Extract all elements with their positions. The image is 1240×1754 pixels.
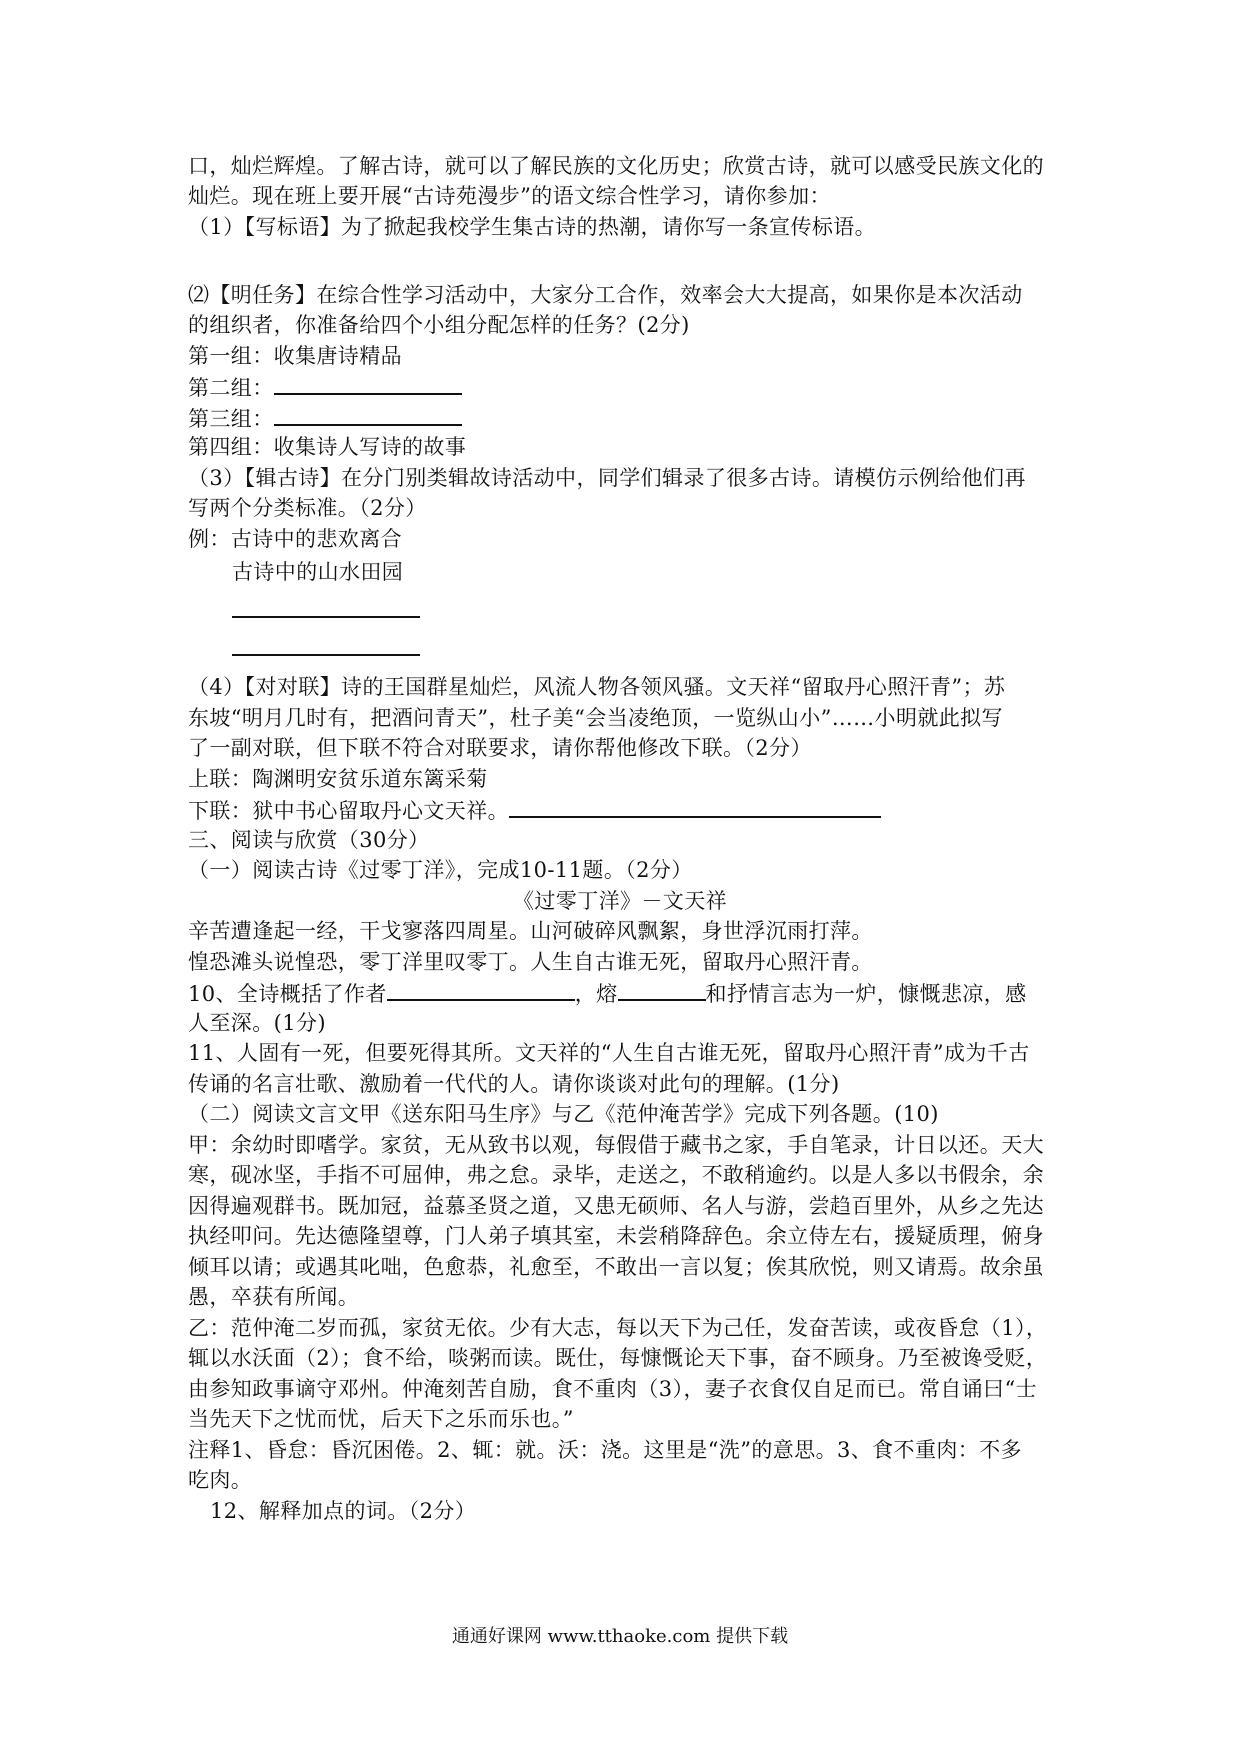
passage-line: 当先天下之忧而忧，后天下之乐而乐也。” xyxy=(188,1407,574,1431)
poem-title: 《过零丁洋》－文天祥 xyxy=(513,889,727,913)
group-2 xyxy=(188,371,462,403)
text-line: 了一副对联，但下联不符合对联要求，请你帮他修改下联。（2分） xyxy=(188,736,812,760)
poem-line: 辛苦遭逢起一经，干戈寥落四周星。山河破碎风飘絮，身世浮沉雨打萍。 xyxy=(188,919,873,943)
answer-blank[interactable] xyxy=(232,654,420,656)
question-10 xyxy=(188,977,1027,1009)
passage-line: 倾耳以请；或遇其叱咄，色愈恭，礼愈至，不敢出一言以复；俟其欣悦，则又请焉。故余虽 xyxy=(188,1255,1044,1279)
section-heading: 三、阅读与欣赏（30分） xyxy=(188,828,430,852)
group-3 xyxy=(188,402,462,434)
subsection-heading: （二）阅读文言文甲《送东阳马生序》与乙《范仲淹苦学》完成下列各题。(10) xyxy=(188,1102,939,1126)
passage-line: 乙：范仲淹二岁而孤，家贫无依。少有大志，每以天下为己任，发奋苦读，或夜昏怠（1）， xyxy=(188,1316,1048,1340)
text-line: 人至深。(1分) xyxy=(188,1011,326,1035)
question-11: 11、人固有一死，但要死得其所。文天祥的“人生自古谁无死，留取丹心照汗青”成为千古 xyxy=(188,1041,1030,1065)
subsection-heading: （一）阅读古诗《过零丁洋》，完成10-11题。（2分） xyxy=(188,858,693,882)
text-line: 口，灿烂辉煌。了解古诗，就可以了解民族的文化历史；欣赏古诗，就可以感受民族文化的 xyxy=(188,154,1044,178)
question-4-couplet: （4）【对对联】诗的王国群星灿烂，风流人物各领风骚。文天祥“留取丹心照汗青”；苏 xyxy=(188,675,1006,699)
passage-line: 因得遍观群书。既加冠，益慕圣贤之道，又患无硕师、名人与游，尝趋百里外，从乡之先达 xyxy=(188,1194,1044,1218)
couplet-lower-text: 下联：狱中书心留取丹心文天祥。 xyxy=(188,799,509,823)
text-line: 灿烂。现在班上要开展“古诗苑漫步”的语文综合性学习，请你参加： xyxy=(188,184,831,208)
text-line: 写两个分类标准。（2分） xyxy=(188,496,427,520)
passage-line: 由参知政事谪守邓州。仲淹刻苦自励，食不重肉（3），妻子衣食仅自足而已。常自诵曰“士 xyxy=(188,1377,1037,1401)
text-line: 的组织者，你准备给四个小组分配怎样的任务？(2分) xyxy=(188,313,690,337)
couplet-upper: 上联：陶渊明安贫乐道东篱采菊 xyxy=(188,767,488,791)
passage-line: 寒，砚冰坚，手指不可屈伸，弗之怠。录毕，走送之，不敢稍逾约。以是人多以书假余，余 xyxy=(188,1163,1044,1187)
group-3-label: 第三组： xyxy=(188,407,274,431)
text-line: 传诵的名言壮歌、激励着一代代的人。请你谈谈对此句的理解。(1分) xyxy=(188,1072,840,1096)
q10-text: 和抒情言志为一炉，慷慨悲凉，感 xyxy=(705,982,1027,1006)
example-line: 古诗中的山水田园 xyxy=(232,560,404,584)
couplet-lower xyxy=(188,794,881,826)
question-12: 12、解释加点的词。（2分） xyxy=(210,1499,477,1523)
group-2-label: 第二组： xyxy=(188,376,274,400)
example-line: 例：古诗中的悲欢离合 xyxy=(188,527,402,551)
passage-line: 执经叩问。先达德隆望尊，门人弟子填其室，未尝稍降辞色。余立侍左右，援疑质理，俯身 xyxy=(188,1224,1044,1248)
answer-blank[interactable] xyxy=(274,371,462,395)
group-1: 第一组：收集唐诗精品 xyxy=(188,344,402,368)
text-line: 东坡“明月几时有，把酒问青天”，杜子美“会当凌绝顶，一览纵山小”……小明就此拟写 xyxy=(188,706,1003,730)
question-2-tasks: ⑵【明任务】在综合性学习活动中，大家分工合作，效率会大大提高，如果你是本次活动 xyxy=(188,283,1023,307)
q10-text: 10、全诗概括了作者 xyxy=(188,982,387,1006)
poem-line: 惶恐滩头说惶恐，零丁洋里叹零丁。人生自古谁无死，留取丹心照汗青。 xyxy=(188,950,873,974)
answer-blank[interactable] xyxy=(274,402,462,426)
answer-blank[interactable] xyxy=(387,977,575,1001)
answer-blank[interactable] xyxy=(232,616,420,618)
q10-text: ，熔 xyxy=(574,982,618,1006)
question-3-classify: （3）【辑古诗】在分门别类辑故诗活动中，同学们辑录了很多古诗。请模仿示例给他们再 xyxy=(188,466,1026,490)
answer-blank[interactable] xyxy=(618,977,706,1001)
annotation-line: 注释1、昏怠：昏沉困倦。2、辄：就。沃：浇。这里是“洗”的意思。3、食不重肉：不多 xyxy=(188,1438,1022,1462)
annotation-line: 吃肉。 xyxy=(188,1468,253,1492)
passage-line: 辄以水沃面（2）；食不给，啖粥而读。既仕，每慷慨论天下事，奋不顾身。乃至被谗受贬， xyxy=(188,1346,1048,1370)
footer-source: 通通好课网 www.tthaoke.com 提供下载 xyxy=(451,1626,789,1647)
passage-line: 愚，卒获有所闻。 xyxy=(188,1285,360,1309)
group-4: 第四组：收集诗人写诗的故事 xyxy=(188,435,467,459)
answer-blank[interactable] xyxy=(509,794,881,818)
question-1-slogan: （1）【写标语】为了掀起我校学生集古诗的热潮，请你写一条宣传标语。 xyxy=(188,215,877,239)
passage-line: 甲：余幼时即嗜学。家贫，无从致书以观，每假借于藏书之家，手自笔录，计日以还。天大 xyxy=(188,1133,1044,1157)
